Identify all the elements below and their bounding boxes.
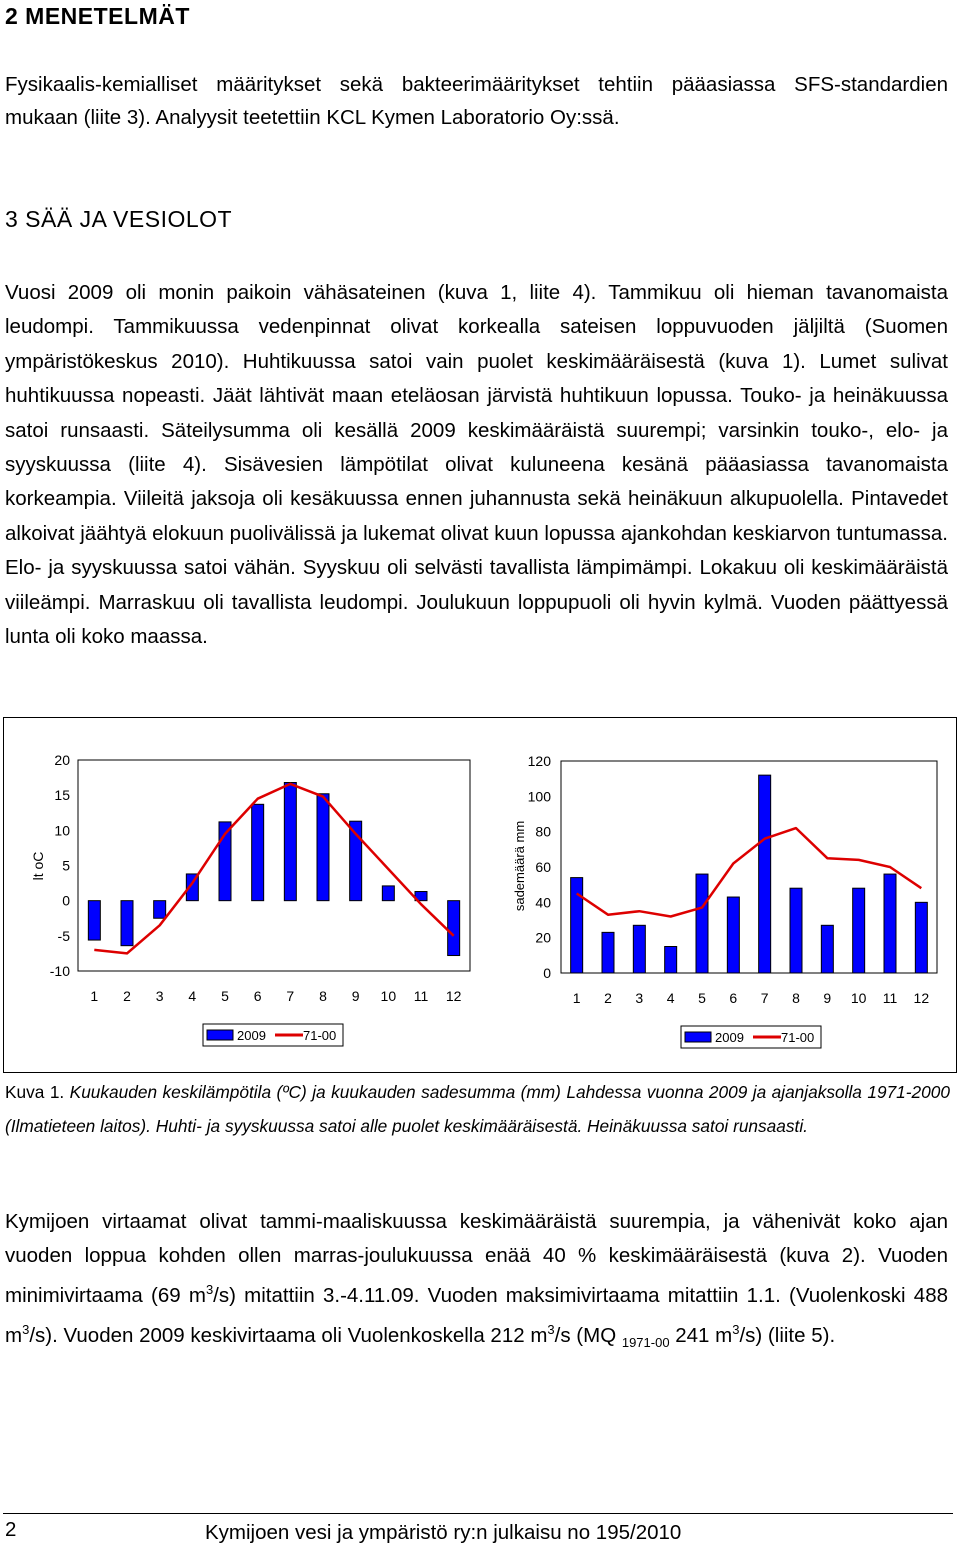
page-number: 2 <box>5 1518 17 1541</box>
chart-1-y-tick: -5 <box>57 927 70 944</box>
chart-1-x-tick: 3 <box>155 988 164 1004</box>
chart-2-x-tick: 4 <box>666 990 675 1006</box>
heading-saa-ja-vesiolot: 3 SÄÄ JA VESIOLOT <box>5 206 233 232</box>
flow-text-b: /s) mitattiin 3.-4.11.09. Vuoden maksimivirtaama mitattiin 1.1. (Vuolenkoski 488 m <box>5 1284 948 1348</box>
chart-1-y-tick: 5 <box>62 857 70 874</box>
chart-2-bar <box>821 925 833 973</box>
chart-1-bar <box>121 901 133 946</box>
chart-1-bar <box>88 901 100 940</box>
chart-1-x-tick: 2 <box>123 988 131 1004</box>
chart-2-legend-swatch-bar <box>685 1032 711 1042</box>
chart-2-x-tick: 5 <box>698 990 706 1006</box>
chart-2-y-tick: 100 <box>527 788 551 805</box>
chart-2-y-tick: 60 <box>535 859 551 875</box>
chart-1-legend-label-bar: 2009 <box>237 1028 266 1043</box>
chart-1-legend-label-line: 71-00 <box>303 1028 337 1043</box>
chart-2-bar <box>633 925 645 973</box>
chart-1-y-tick: 20 <box>54 752 70 768</box>
chart-1-y-tick: 15 <box>54 787 70 804</box>
caption-lead: Kuva 1. <box>5 1082 65 1102</box>
chart-1-bar <box>284 783 296 901</box>
chart-2-x-tick: 2 <box>604 990 612 1006</box>
chart-2-bar <box>884 874 896 973</box>
paragraph-flow <box>5 1205 948 1361</box>
chart-2-x-tick: 10 <box>850 990 867 1006</box>
chart-2-y-tick: 120 <box>527 753 551 769</box>
chart-1-series-line <box>94 784 453 954</box>
chart-2-legend-label-bar: 2009 <box>715 1030 744 1045</box>
chart-1-bar <box>154 901 166 919</box>
chart-2-x-tick: 1 <box>572 990 581 1006</box>
chart-1-y-tick: 10 <box>54 822 70 839</box>
chart-2-bar <box>665 947 677 974</box>
paragraph-weather: Vuosi 2009 oli monin paikoin vähäsateinen (kuva 1, liite 4). Tammikuu oli hieman tavanomaista leudompi. Tammikuussa vedenpinnat olivat korkealla sateisen loppuvuoden jäljiltä (Suomen ympäristökeskus 2010). Huhtikuussa satoi vain puolet keskimääräisestä (kuva 1). Lumet sulivat huhtikuussa nopeasti. Jäät lähtivät maan eteläosan järvistä huhtikuun lopussa. Touko- ja heinäkuussa satoi runsaasti. Säteilysumma oli kesällä 2009 keskimääräistä suurempi; varsinkin touko-, elo- ja syyskuussa (liite 4). Sisävesien lämpötilat olivat kuluneena kesänä pääasiassa tavanomaista korkeampia. Viileitä jaksoja oli kesäkuussa ennen juhannusta sekä heinäkuun alkupuolella. Pintavedet alkoivat jäähtyä elokuun puolivälissä ja lukemat olivat kuun lopussa ajankohdan keskiarvon tuntumassa. Elo- ja syyskuussa satoi vähän. Syyskuu oli selvästi tavallista lämpimämpi. Lokakuu oli keskimääräistä viileämpi. Marraskuu oli tavallista leudompi. Joulukuun loppupuoli oli hyvin kylmä. Vuoden päättyessä lunta oli koko maassa. <box>5 281 948 649</box>
chart-2-legend-label-line: 71-00 <box>781 1030 815 1045</box>
flow-sub-period: 1971-00 <box>621 1335 670 1351</box>
flow-text-a: Kymijoen virtaamat olivat tammi-maaliskuussa keskimääräistä suurempia, ja vähenivät koko ajan vuoden loppua kohden ollen marras-joulukuussa enää 40 % keskimääräisestä (kuva 2). Vuoden minimivirtaama (69 m <box>5 1210 948 1308</box>
chart-2-bar <box>571 878 583 973</box>
flow-exp-2: 3 <box>22 1322 30 1338</box>
flow-text-d: /s (MQ <box>554 1324 622 1348</box>
caption-text: Kuukauden keskilämpötila (ºC) ja kuukauden sadesumma (mm) Lahdessa vuonna 2009 ja ajanjaksolla 1971-2000 (Ilmatieteen laitos). Huhti- ja syyskuussa satoi alle puolet keskimääräisestä. Heinäkuussa satoi runsaasti. <box>5 1082 950 1136</box>
chart-1-bar <box>448 901 460 956</box>
flow-exp-1: 3 <box>205 1282 214 1298</box>
chart-1-x-tick: 1 <box>90 988 99 1004</box>
flow-text-f: 241 m <box>669 1324 733 1348</box>
chart-2-bar <box>727 897 739 973</box>
footer-text: Kymijoen vesi ja ympäristö ry:n julkaisu no 195/2010 <box>205 1521 682 1544</box>
flow-text-c: /s). Vuoden 2009 keskivirtaama oli Vuolenkoskella 212 m <box>29 1324 548 1348</box>
chart-1-x-tick: 11 <box>413 988 429 1004</box>
chart-2-bar <box>696 874 708 973</box>
chart-1-x-tick: 7 <box>286 988 295 1004</box>
chart-2-x-tick: 8 <box>792 990 800 1006</box>
chart-2-bar <box>759 775 771 973</box>
chart-2-bar <box>602 932 614 973</box>
chart-1-y-tick: 0 <box>62 892 70 909</box>
flow-exp-3: 3 <box>547 1322 555 1338</box>
flow-exp-4: 3 <box>732 1322 740 1338</box>
flow-text-g: /s) (liite 5). <box>739 1324 836 1348</box>
heading-menetelmat: 2 MENETELMÄT <box>5 3 190 29</box>
chart-2-bar <box>915 902 927 973</box>
chart-1-x-tick: 8 <box>319 988 327 1004</box>
chart-1-bar <box>382 886 394 901</box>
chart-2-y-axis-label: sademäärä mm <box>512 820 527 912</box>
chart-2-bar <box>790 888 802 973</box>
chart-1-x-tick: 12 <box>445 988 462 1004</box>
chart-2-x-tick: 9 <box>823 990 832 1006</box>
chart-1-bar <box>317 794 329 901</box>
chart-2-x-tick: 11 <box>882 990 898 1006</box>
chart-2-y-tick: 20 <box>535 929 551 946</box>
chart-2-x-tick: 7 <box>760 990 769 1006</box>
chart-2-bar <box>853 888 865 973</box>
chart-1-y-tick: -10 <box>49 963 70 979</box>
chart-2-y-tick: 40 <box>535 894 551 911</box>
figure-caption <box>5 1075 950 1143</box>
chart-2-x-tick: 6 <box>729 990 738 1006</box>
chart-1-x-tick: 5 <box>221 988 229 1004</box>
chart-1-bar <box>252 804 264 900</box>
chart-2-y-tick: 0 <box>543 965 551 981</box>
chart-1-x-tick: 10 <box>380 988 397 1004</box>
chart-1-legend-swatch-bar <box>207 1030 233 1040</box>
chart-2-x-tick: 3 <box>635 990 644 1006</box>
chart-1-x-tick: 6 <box>253 988 262 1004</box>
chart-2-plot-area <box>561 761 937 973</box>
chart-2-series-line <box>577 828 922 916</box>
chart-1-x-tick: 9 <box>351 988 360 1004</box>
footer-rule <box>3 1513 953 1514</box>
chart-1-y-axis-label: lt oC <box>30 851 46 881</box>
chart-2-x-tick: 12 <box>913 990 930 1006</box>
paragraph-methods: Fysikaalis-kemialliset määritykset sekä bakteerimääritykset tehtiin pääasiassa SFS-standardien mukaan (liite 3). Analyysit teetettiin KCL Kymen Laboratorio Oy:ssä. <box>5 73 948 129</box>
chart-2-y-tick: 80 <box>535 823 551 840</box>
chart-1-x-tick: 4 <box>188 988 197 1004</box>
